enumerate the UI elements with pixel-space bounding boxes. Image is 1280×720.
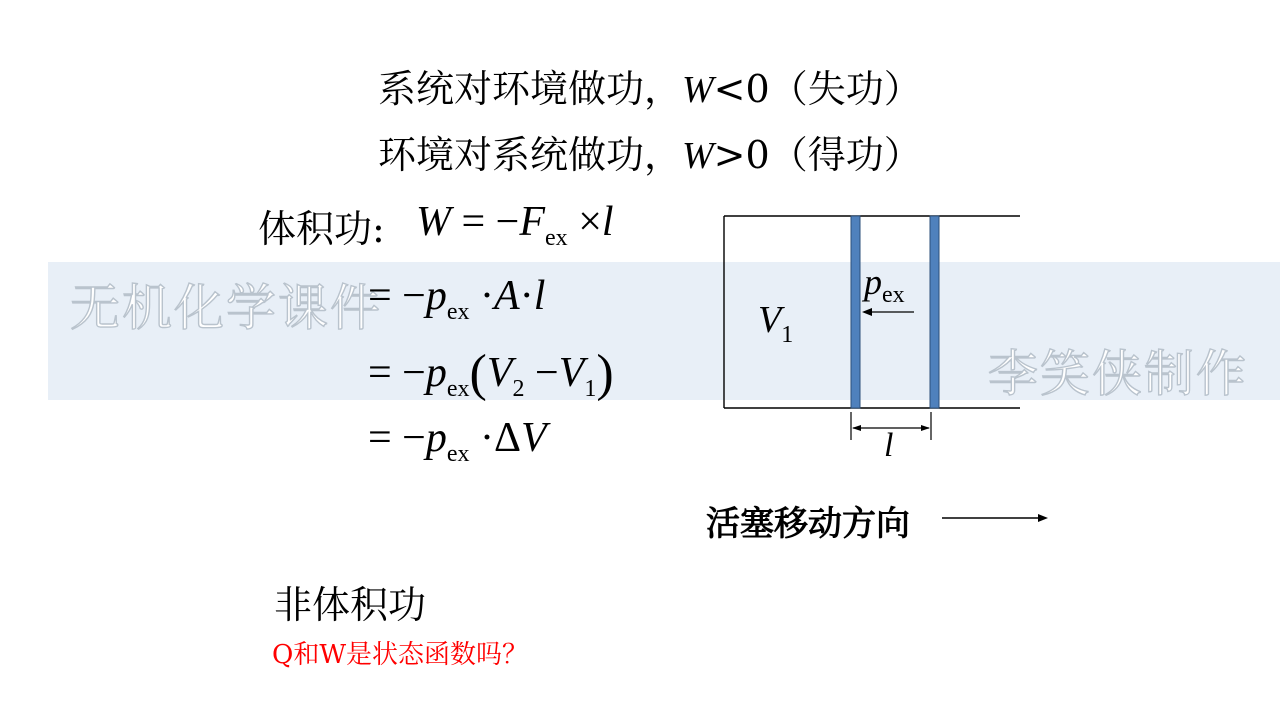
eq4-v: V [521,415,547,461]
piston-initial [851,216,860,408]
piston-final [930,216,939,408]
equation-delta-v [368,414,547,467]
piston-direction-label: 活塞移动方向 [706,504,910,544]
eq2-op: = − [368,273,426,319]
direction-arrow-icon [940,508,1052,528]
eq3-var: p [425,350,447,396]
statement2-var: W [682,135,714,177]
eq2-l: l [533,273,546,319]
eq1-op: = − [451,199,520,245]
statement2-text: 环境对系统做功， [378,133,683,177]
eq1-lhs: W [416,199,451,245]
eq1-var: F [519,199,546,245]
length-arrow-left [852,425,861,431]
eq3-v1: V [558,350,585,396]
statement1-text: 系统对环境做功， [378,67,683,111]
eq3-minus: − [524,350,559,396]
eq3-rparen: ) [596,345,614,402]
statement2-suffix: >0（得功） [713,133,922,177]
equation-volume-difference [368,340,614,402]
piston-diagram [700,200,1040,470]
statement-surroundings-do-work [378,124,922,179]
eq4-op: = − [368,415,426,461]
length-arrow-right [921,425,930,431]
eq1-sub: ex [545,225,568,251]
eq4-delta: Δ [494,415,522,461]
eq4-var: p [425,415,447,461]
eq3-one: 1 [584,376,597,402]
eq2-dot1: · [469,273,495,319]
volume-work-label: 体积功: [258,207,385,251]
watermark-left: 无机化学课件 [70,279,382,337]
length-label: l [884,427,894,464]
non-volume-work-label: 非体积功 [274,583,427,627]
eq3-two: 2 [512,376,525,402]
equation-area [368,272,546,325]
volume-label: $V_1$ [758,299,794,348]
eq3-lparen: ( [469,345,487,402]
state-function-question: Q和W是状态函数吗？ [272,640,529,670]
eq2-area: A [494,273,520,319]
eq3-sub: ex [446,376,470,402]
statement1-suffix: <0（失功） [713,67,922,111]
eq2-dot2: · [519,273,534,319]
watermark-right: 李笑侠制作 [988,345,1248,403]
eq3-op: = − [368,350,426,396]
eq2-sub: ex [446,299,470,325]
eq4-dot: · [469,415,495,461]
eq1-l: l [601,199,614,245]
equation-force [416,198,614,251]
statement1-var: W [682,69,714,111]
eq1-times: × [567,199,602,245]
statement-system-does-work [378,58,922,113]
eq2-var: p [425,273,447,319]
eq3-v2: V [486,350,513,396]
pressure-label: $p_{ex}$ [864,262,905,308]
pressure-arrow-head [862,308,872,316]
eq4-sub: ex [446,441,470,467]
